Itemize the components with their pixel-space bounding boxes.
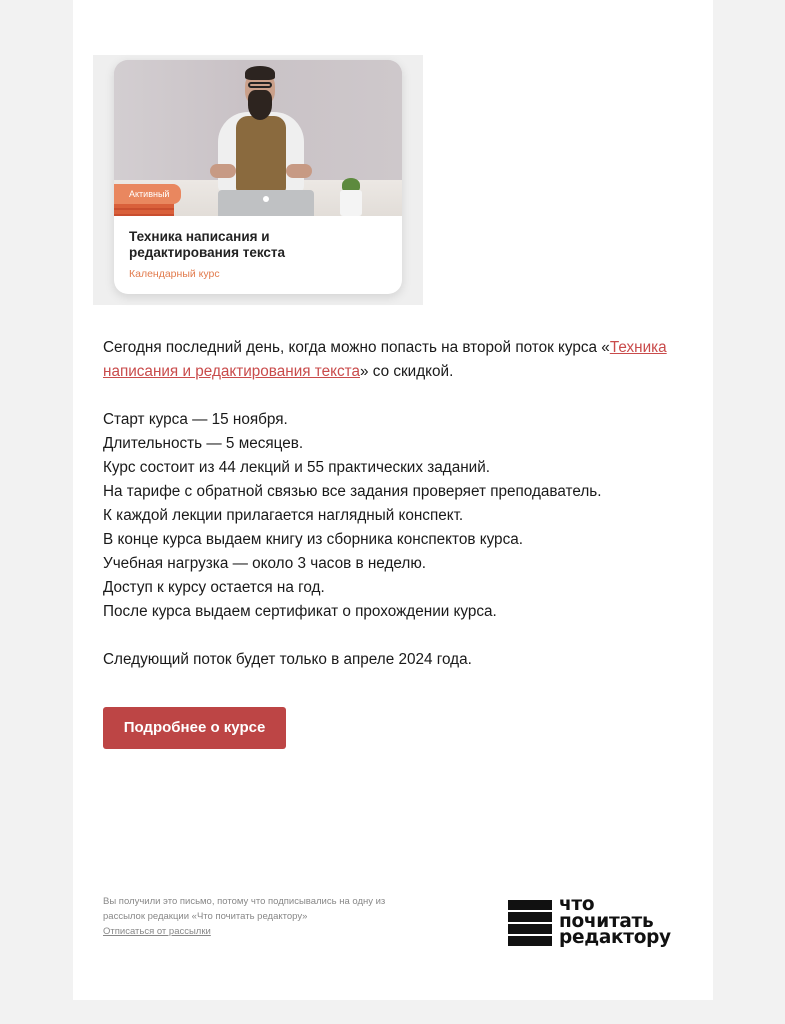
course-details-button[interactable]: Подробнее о курсе	[103, 707, 286, 749]
fact-line: Курс состоит из 44 лекций и 55 практических заданий.	[103, 459, 490, 476]
course-card[interactable]	[114, 60, 402, 294]
brand-logo[interactable]	[508, 894, 688, 949]
logo-wordmark: что почитать редактору	[559, 894, 671, 948]
footer-notice: Вы получили это письмо, потому что подписывались на одну из рассылок редакции «Что почитать редактору» Отписаться от рассылки	[103, 896, 386, 937]
plant-decoration	[340, 190, 362, 216]
fact-line: На тарифе с обратной связью все задания проверяет преподаватель.	[103, 483, 602, 500]
course-photo	[114, 60, 402, 216]
fact-line: После курса выдаем сертификат о прохождении курса.	[103, 603, 497, 620]
fact-line: В конце курса выдаем книгу из сборника конспектов курса.	[103, 531, 523, 548]
email-body	[103, 336, 673, 672]
email-sheet	[73, 0, 713, 1000]
fact-line: Старт курса — 15 ноября.	[103, 411, 288, 428]
intro-paragraph: Сегодня последний день, когда можно попасть на второй поток курса «Техника написания и редактирования текста» со скидкой.	[103, 339, 667, 380]
fact-line: К каждой лекции прилагается наглядный конспект.	[103, 507, 464, 524]
fact-line: Доступ к курсу остается на год.	[103, 579, 325, 596]
laptop	[218, 190, 314, 216]
course-card-title: Техника написания и редактирования текста	[129, 229, 286, 260]
unsubscribe-link[interactable]: Отписаться от рассылки	[103, 926, 211, 937]
next-stream-note: Следующий поток будет только в апреле 2024 года.	[103, 651, 472, 668]
fact-line: Учебная нагрузка — около 3 часов в неделю.	[103, 555, 427, 572]
course-card-subtitle: Календарный курс	[129, 268, 220, 280]
status-badge: Активный	[114, 184, 181, 204]
fact-line: Длительность — 5 месяцев.	[103, 435, 304, 452]
logo-bars-icon	[508, 900, 552, 946]
course-card-image[interactable]	[93, 55, 423, 305]
course-link[interactable]: Техника написания и редактирования текста	[103, 339, 667, 380]
